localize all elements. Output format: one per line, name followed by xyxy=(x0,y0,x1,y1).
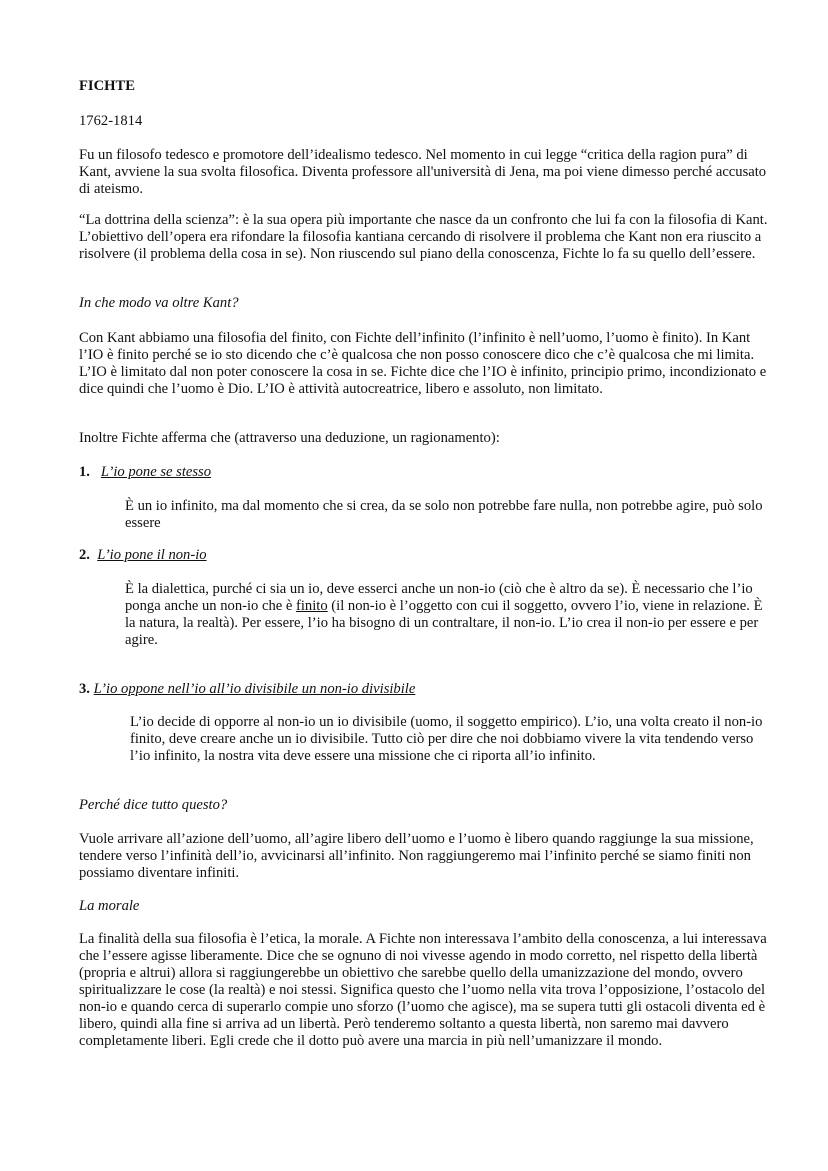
morale-paragraph: La finalità della sua filosofia è l’etica, la morale. A Fichte non interessava l’ambito della conoscenza, a lui interessava che l’essere agisse liberamente. Dice che se ognuno di noi vivesse agendo in modo corretto, nel rispetto della libertà (propria e altrui) allora si raggiungerebbe un obiettivo che sarebbe quello della umanizzazione del mondo, ovvero spiritualizzare le cose (la realtà) e noi stessi. Significa questo che l’uomo nella vita trova l’opposizione, l’ostacolo del non-io e quando cerca di superarlo compie uno sforzo (l’uomo che agisce), ma se supera tutti gli ostacoli diventa ed è libero, quindi alla fine si arriva ad un libertà. Però tenderemo soltanto a questa libertà, non saremo mai davvero completamente liberi. Egli crede che il dotto può avere una marcia in più nell’umanizzare il mondo. xyxy=(79,931,767,1049)
list-item-2-heading xyxy=(79,547,769,564)
document-title: FICHTE xyxy=(79,78,135,94)
list-item-1-body: È un io infinito, ma dal momento che si crea, da se solo non potrebbe fare nulla, non potrebbe agire, può solo essere xyxy=(125,498,763,531)
list-item-3-body: L’io decide di opporre al non-io un io divisibile (uomo, il soggetto empirico). L’io, una volta creato il non-io finito, deve creare anche un io divisibile. Tutto ciò per dire che noi dobbiamo vivere la vita tendendo verso l’io infinito, la nostra vita deve essere una missione che ci riporta all’io infinito. xyxy=(130,714,763,764)
body-text: (il non-io è l’oggetto con cui il soggetto, ovvero l’io, viene in relazione. È la natura, la realtà). Per essere, l’io ha bisogno di un contraltare, il non-io. L’io crea il non-io per essere e per agire. xyxy=(125,598,763,648)
dottrina-paragraph: “La dottrina della scienza”: è la sua opera più importante che nasce da un confronto che lui fa con la filosofia di Kant. L’obiettivo dell’opera era rifondare la filosofia kantiana cercando di risolvere il problema che Kant non era riuscito a risolvere (il problema della cosa in se). Non riuscendo sul piano della conoscenza, Fichte lo fa su quello dell’essere. xyxy=(79,212,768,262)
list-item-title: L’io oppone nell’io all’io divisibile un non-io divisibile xyxy=(93,681,416,697)
list-item-number: 3. xyxy=(79,681,90,697)
list-item-3-heading xyxy=(79,681,769,698)
life-dates: 1762-1814 xyxy=(79,113,143,129)
heading-perche: Perché dice tutto questo? xyxy=(79,797,228,813)
list-item-number: 1. xyxy=(79,464,90,480)
heading-oltre-kant: In che modo va oltre Kant? xyxy=(79,295,239,311)
list-item-title: L’io pone se stesso xyxy=(100,464,212,480)
oltre-kant-paragraph: Con Kant abbiamo una filosofia del finito, con Fichte dell’infinito (l’infinito è nell’uomo, l’uomo è finito). In Kant l’IO è finito perché se io sto dicendo che c’è qualcosa che non posso conoscere dico che c’è qualcosa che mi limita. L’IO è limitato dal non poter conoscere la cosa in se. Fichte dice che l’IO è infinito, principio primo, incondizionato e dice quindi che l’uomo è Dio. L’IO è attività autocreatrice, libero e assoluto, non limitato. xyxy=(79,330,767,397)
list-item-1-heading xyxy=(79,464,769,481)
perche-paragraph: Vuole arrivare all’azione dell’uomo, all’agire libero dell’uomo e l’uomo è libero quando raggiunge la sua missione, tendere verso l’infinità dell’io, avvicinarsi all’infinito. Non raggiungeremo mai l’infinito perché se siamo finiti non possiamo diventare infiniti. xyxy=(79,831,754,881)
inoltre-paragraph: Inoltre Fichte afferma che (attraverso una deduzione, un ragionamento): xyxy=(79,430,500,446)
heading-morale: La morale xyxy=(79,898,140,914)
intro-paragraph: Fu un filosofo tedesco e promotore dell’idealismo tedesco. Nel momento in cui legge “critica della ragion pura” di Kant, avviene la sua svolta filosofica. Diventa professore all'università di Jena, ma poi viene dimesso perché accusato di ateismo. xyxy=(79,147,767,197)
underlined-term: finito xyxy=(296,598,328,614)
body-text: È la dialettica, purché ci sia un io, deve esserci anche un non-io (ciò che è altro da se). È necessario che l’io ponga anche un non-io che è xyxy=(125,581,753,614)
list-item-title: L’io pone il non-io xyxy=(97,547,207,563)
list-item-2-body xyxy=(125,581,769,649)
list-item-number: 2. xyxy=(79,547,90,563)
